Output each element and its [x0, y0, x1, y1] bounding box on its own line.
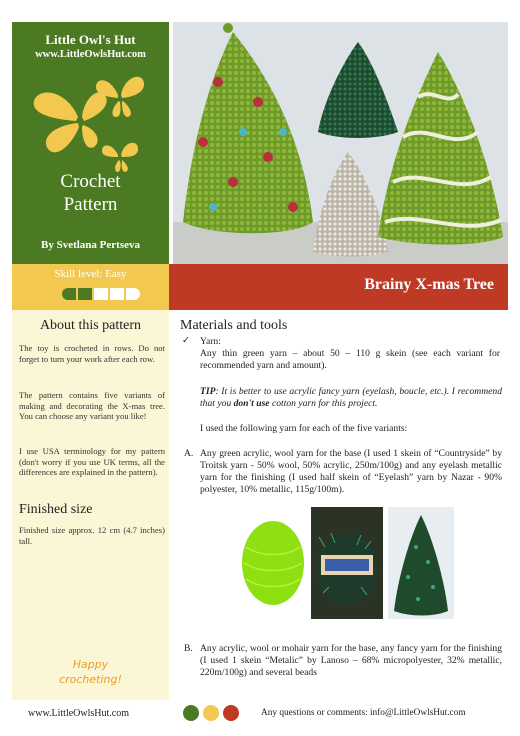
pattern-title — [12, 170, 169, 216]
hero-photo-christmas-trees — [173, 22, 508, 264]
yellow-dot — [203, 705, 219, 721]
checkmark-icon: ✓ — [182, 335, 191, 346]
tip-text-part2: cotton yarn for this project. — [269, 398, 378, 409]
skill-level-panel — [12, 264, 169, 310]
pattern-name: Brainy X-mas Tree — [364, 276, 494, 293]
author-byline: By Svetlana Pertseva — [41, 239, 140, 251]
skill-pill-filled — [62, 288, 76, 300]
skill-pill-empty — [126, 288, 140, 300]
butterflies-logo-icon — [26, 67, 156, 182]
eyelash-yarn-photo — [311, 507, 383, 619]
about-paragraph-1: The toy is crocheted in rows. Do not forget to turn your work after each row. — [19, 343, 165, 364]
knitted-trees-illustration — [173, 22, 508, 264]
pattern-title-line2: Pattern — [63, 194, 118, 215]
skill-level-label: Skill level: Easy — [54, 268, 127, 280]
brand-panel — [12, 22, 169, 264]
sidebar — [12, 310, 169, 700]
green-dot — [183, 705, 199, 721]
happy-line1: Happy — [72, 658, 109, 671]
tip-text-part1: : It is better to use acrylic fancy yarn (eyelash, boucle, etc.). I recommend that you — [200, 386, 502, 409]
skill-pill-filled — [78, 288, 92, 300]
footer-contact[interactable]: Any questions or comments: info@LittleOwlsHut.com — [261, 708, 466, 718]
eyelash-yarn-icon — [311, 507, 383, 619]
brand-title: Little Owl's Hut — [45, 32, 136, 47]
about-paragraph-2: The pattern contains five variants of making and decorating the X-mas tree. You can choose any variant you like! — [19, 390, 165, 422]
yarn-description: Any thin green yarn – about 50 – 110 g skein (see each variant for recommended yarn and amount). — [200, 348, 500, 371]
yarn-photos — [240, 507, 454, 619]
finished-size-text: Finished size approx. 12 cm (4.7 inches) tall. — [19, 525, 165, 546]
yarn-label: Yarn: — [200, 336, 221, 347]
green-yarn-icon — [240, 507, 306, 619]
pattern-title-line1: Crochet — [60, 171, 121, 192]
footer-dots — [183, 705, 239, 721]
about-title: About this pattern — [39, 318, 142, 333]
materials-title: Materials and tools — [180, 318, 288, 333]
tip-paragraph — [200, 386, 502, 410]
item-a-text: Any green acrylic, wool yarn for the base (I used 1 skein of “Countryside” by Troitsk yarn - 50% wool, 50% acrylic, 250m/100g) and any eyelash metallic yarn for the finishing (I used half skein of “Eyelash” yarn by Nazar - 90% polyester, 10% metallic, 115g/100m). — [200, 448, 502, 495]
footer-url[interactable]: www.LittleOwlsHut.com — [28, 708, 130, 719]
variants-intro: I used the following yarn for each of the five variants: — [200, 423, 408, 434]
skill-pill-empty — [94, 288, 108, 300]
item-b-marker: B. — [184, 643, 193, 654]
tip-emphasis: don't use — [233, 398, 270, 409]
item-b-text: Any acrylic, wool or mohair yarn for the base, any fancy yarn for the finishing (I used 1 skein “Metalic” by Lanoso – 68% micropolyester, 32% metallic, 220m/100g) and several beads — [200, 643, 502, 678]
brand-url[interactable]: www.LittleOwlsHut.com — [35, 49, 146, 60]
finished-tree-photo — [388, 507, 454, 619]
about-paragraph-3: I use USA terminology for my pattern (don't worry if you use UK terms, all the differences are explained in the pattern). — [19, 446, 165, 478]
green-yarn-skein-photo — [240, 507, 306, 619]
skill-level-indicator — [62, 288, 140, 300]
finished-tree-icon — [388, 507, 454, 619]
item-a-marker: A. — [184, 448, 194, 459]
skill-pill-empty — [110, 288, 124, 300]
pattern-name-banner — [169, 264, 508, 310]
tip-label: TIP — [200, 386, 216, 397]
happy-line2: crocheting! — [59, 673, 122, 686]
red-dot — [223, 705, 239, 721]
finished-size-title: Finished size — [19, 502, 93, 517]
happy-crocheting — [12, 657, 169, 687]
